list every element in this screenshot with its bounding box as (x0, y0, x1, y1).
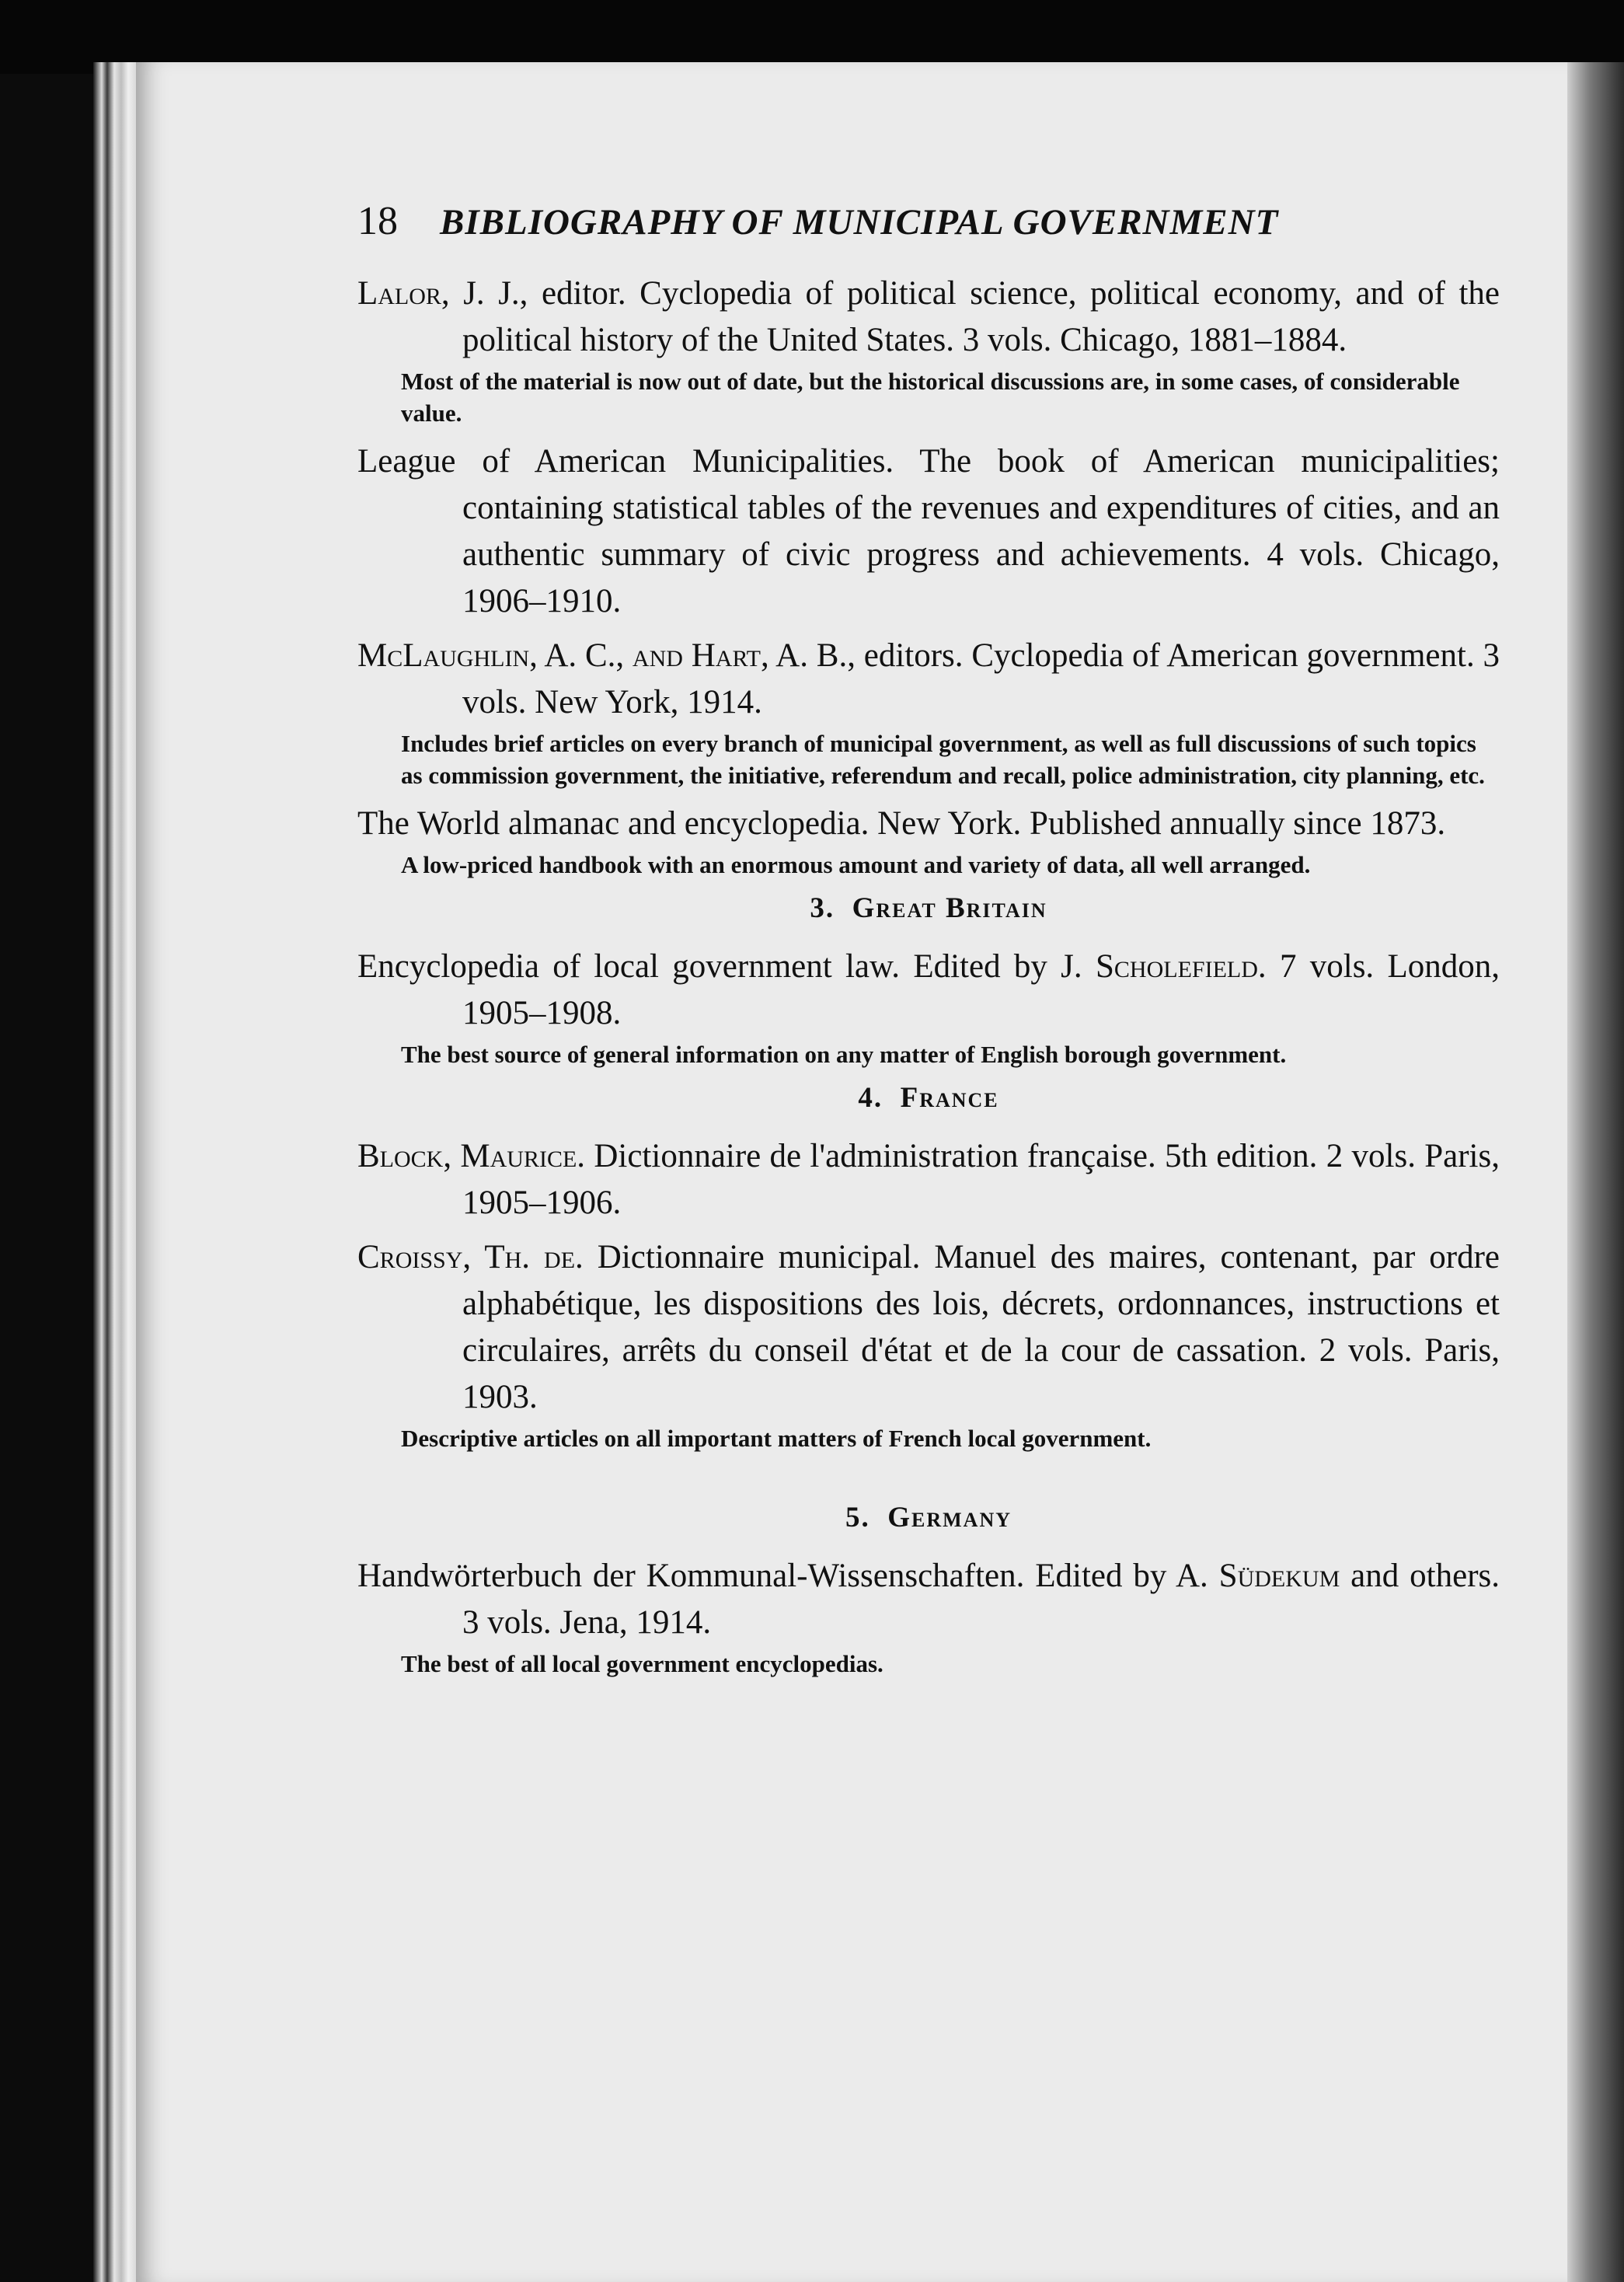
entry-text-tail: and others. 3 vols. Jena, 1914. (462, 1558, 1500, 1641)
entry-annotation: Descriptive articles on all important matters of French local government. (401, 1425, 1152, 1452)
page-right-edge (1567, 62, 1624, 2282)
entry-text: Encyclopedia of local government law. Edited by J. (357, 948, 1096, 985)
entry-author: McLaughlin, A. C., and Hart, A. B., (357, 637, 856, 674)
bib-entry-world-almanac (357, 801, 1500, 847)
section-title: France (900, 1082, 999, 1114)
section-heading-france (357, 1081, 1500, 1115)
book-binding-edge (93, 62, 140, 2282)
page-number: 18 (357, 199, 398, 243)
bib-entry-encyclopedia-local-gov-law (357, 944, 1500, 1037)
section-title: Great Britain (852, 892, 1047, 924)
entry-text: The World almanac and encyclopedia. New York. Published annually since 1873. (357, 805, 1446, 842)
entry-annotation: The best source of general information on any matter of English borough government. (401, 1041, 1287, 1068)
entry-text: League of American Municipalities. The book of American municipalities; containing statistical tables of the revenues and expenditures of cities, and an authentic summary of civic progress and achievements. 4 vols. Chicago, 1906–1910. (357, 443, 1500, 619)
running-head: BIBLIOGRAPHY OF MUNICIPAL GOVERNMENT (440, 202, 1279, 243)
entry-text: Dictionnaire municipal. Manuel des maires, contenant, par ordre alphabétique, les dispositions des lois, décrets, ordonnances, instructions et circulaires, arrêts du conseil d'état et de la cour de cassation. 2 vols. Paris, 1903. (462, 1239, 1500, 1415)
section-number: 4. (858, 1082, 883, 1114)
section-title: Germany (887, 1502, 1012, 1534)
entry-text: editor. Cyclopedia of political science, political economy, and of the political history of the United States. 3 vols. Chicago, 1881–1884. (462, 275, 1500, 358)
page-header (357, 198, 1500, 244)
section-heading-germany (357, 1501, 1500, 1534)
page-content (357, 198, 1500, 1689)
section-number: 3. (810, 892, 835, 924)
entry-author: Croissy, Th. de. (357, 1239, 584, 1275)
entry-annotation: Most of the material is now out of date, but the historical discussions are, in some cases, of considerable value. (401, 368, 1460, 427)
entry-text: Dictionnaire de l'administration française. 5th edition. 2 vols. Paris, 1905–1906. (462, 1138, 1500, 1221)
bib-entry-mclaughlin (357, 633, 1500, 726)
entry-annotation: A low-priced handbook with an enormous amount and variety of data, all well arranged. (401, 851, 1311, 878)
bib-entry-croissy (357, 1234, 1500, 1421)
bib-entry-league (357, 438, 1500, 625)
entry-text: Handwörterbuch der Kommunal-Wissenschaften. Edited by A. (357, 1558, 1219, 1594)
entry-author: Lalor, J. J., (357, 275, 528, 312)
section-number: 5. (845, 1502, 870, 1534)
section-heading-great-britain (357, 892, 1500, 925)
entry-annotation: Includes brief articles on every branch of municipal government, as well as full discussions of such topics as commission government, the initiative, referendum and recall, police administration, city planning, etc. (401, 730, 1485, 789)
entry-editor: Südekum (1218, 1558, 1340, 1594)
bib-entry-lalor (357, 270, 1500, 364)
entry-text: editors. Cyclopedia of American government. 3 vols. New York, 1914. (462, 637, 1500, 721)
bib-entry-block (357, 1133, 1500, 1226)
entry-annotation: The best of all local government encyclopedias. (401, 1650, 883, 1677)
bib-entry-handworterbuch (357, 1553, 1500, 1646)
entry-text-tail: 7 vols. London, 1905–1908. (462, 948, 1500, 1031)
entry-editor: Scholefield. (1095, 948, 1267, 985)
entry-author: Block, Maurice. (357, 1138, 586, 1174)
